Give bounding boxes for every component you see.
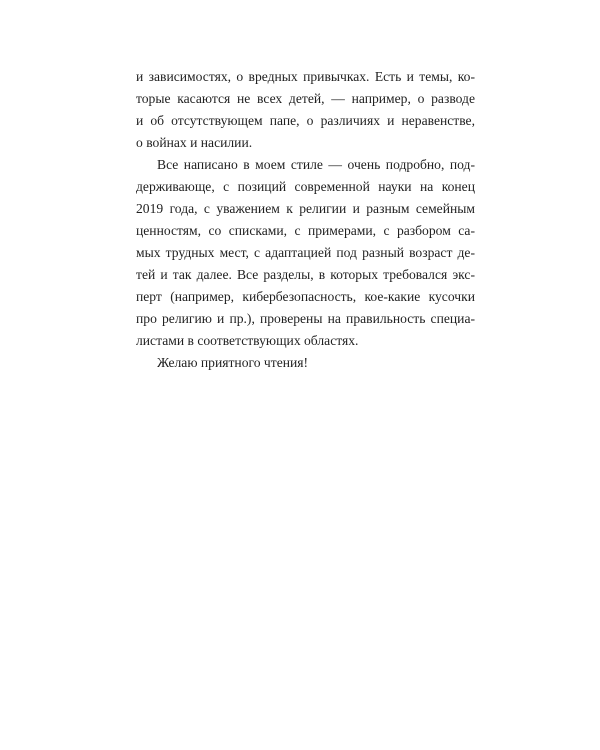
text-line: листами в соответствующих областях. bbox=[136, 333, 359, 348]
text-line: Все написано в моем стиле — очень подробно, под- bbox=[157, 157, 475, 172]
text-line: и об отсутствующем папе, о различиях и неравенстве, bbox=[136, 113, 475, 128]
text-line: торые касаются не всех детей, — например, о разводе bbox=[136, 91, 475, 106]
paragraph-3 bbox=[136, 352, 475, 374]
paragraph-2 bbox=[136, 154, 475, 352]
paragraph-1 bbox=[136, 66, 475, 154]
text-line: тей и так далее. Все разделы, в которых требовался экс- bbox=[136, 267, 475, 282]
text-line: перт (например, кибербезопасность, кое-какие кусочки bbox=[136, 289, 475, 304]
text-line: Желаю приятного чтения! bbox=[157, 355, 309, 370]
text-line: ценностям, со списками, с примерами, с разбором са- bbox=[136, 223, 475, 238]
body-text bbox=[136, 66, 475, 374]
text-line: о войнах и насилии. bbox=[136, 135, 253, 150]
text-line: про религию и пр.), проверены на правильность специа- bbox=[136, 311, 475, 326]
text-line: держивающе, с позиций современной науки на конец bbox=[136, 179, 475, 194]
text-line: мых трудных мест, с адаптацией под разный возраст де- bbox=[136, 245, 475, 260]
text-line: 2019 года, с уважением к религии и разным семейным bbox=[136, 201, 475, 216]
text-line: и зависимостях, о вредных привычках. Есть и темы, ко- bbox=[136, 69, 475, 84]
